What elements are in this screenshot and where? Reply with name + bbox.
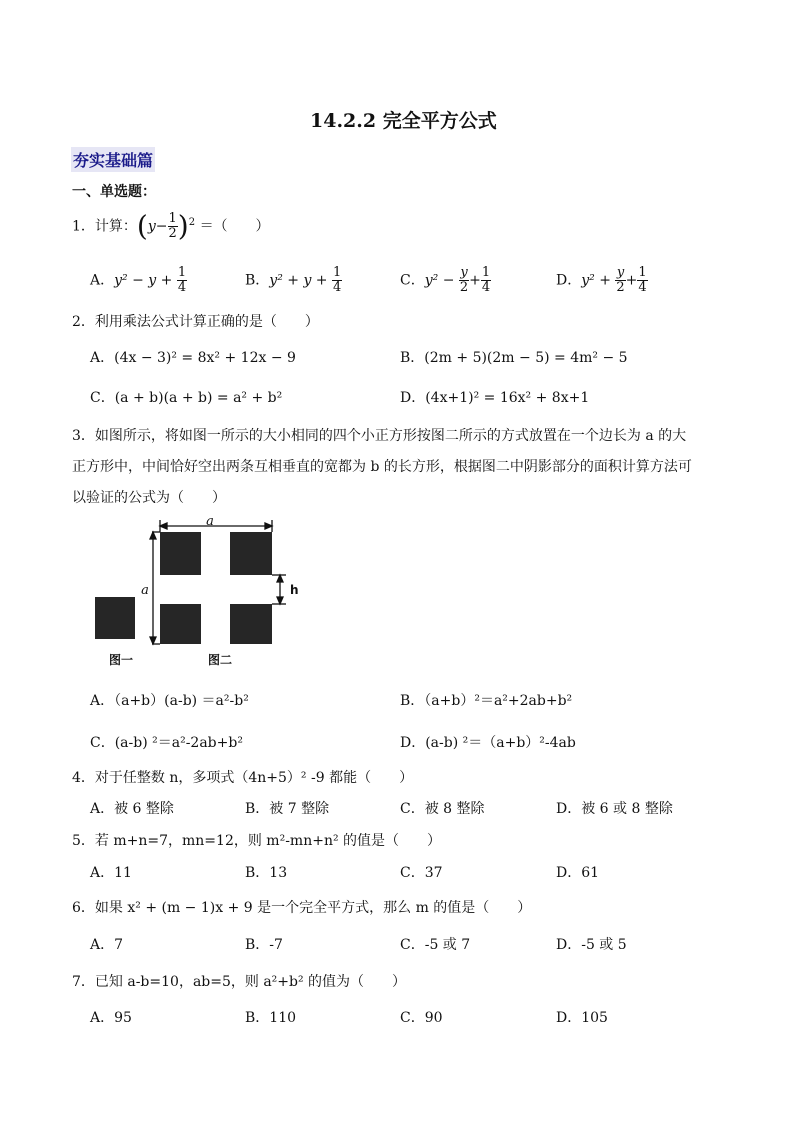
- question-type-heading: 一、单选题：: [72, 184, 156, 200]
- q7-option-b[interactable]: B．110: [245, 1010, 297, 1026]
- frac-num: y: [460, 265, 468, 280]
- option-expr: y² +: [581, 272, 611, 289]
- q1-tail: ＝（ ）: [199, 218, 270, 235]
- q1-fraction: [168, 212, 178, 241]
- frac-den: 4: [638, 280, 647, 295]
- q7-option-d[interactable]: D．105: [556, 1010, 608, 1026]
- q1-exponent: 2: [188, 216, 196, 228]
- option-fraction: [459, 266, 469, 295]
- option-fraction: [332, 266, 342, 295]
- figure-1-caption: 图一: [108, 653, 134, 667]
- option-fraction: [481, 266, 491, 295]
- q3-option-d[interactable]: D．(a-b) ²＝（a+b）²-4ab: [400, 735, 576, 751]
- page-title: 14.2.2 完全平方公式: [310, 110, 497, 132]
- question-6-stem: 6．如果 x² + (m − 1)x + 9 是一个完全平方式，那么 m 的值是（ ）: [72, 900, 532, 916]
- q4-option-b[interactable]: B．被 7 整除: [245, 801, 330, 817]
- q2-option-c[interactable]: C．(a + b)(a + b) = a² + b²: [90, 390, 283, 406]
- q1-minus: −: [155, 218, 168, 235]
- section-tag: 夯实基础篇: [71, 147, 155, 172]
- question-3-line-2: 正方形中，中间恰好空出两条互相垂直的宽都为 b 的长方形，根据图二中阴影部分的面积计算方法可: [72, 459, 692, 475]
- figure-2-square: [160, 532, 272, 644]
- q4-option-c[interactable]: C．被 8 整除: [400, 801, 485, 817]
- frac-den: 4: [481, 280, 491, 295]
- frac-num: 1: [177, 265, 187, 280]
- option-fraction: [615, 266, 625, 295]
- q1-frac-den: 2: [168, 226, 177, 241]
- question-4-stem: 4．对于任整数 n，多项式（4n+5）² -9 都能（ ）: [72, 770, 414, 786]
- frac-den: 4: [333, 280, 342, 295]
- q7-option-c[interactable]: C．90: [400, 1010, 443, 1026]
- option-expr: y² − y +: [114, 272, 173, 289]
- q6-option-c[interactable]: C．-5 或 7: [400, 937, 471, 953]
- right-label-h: h: [290, 583, 299, 597]
- figure-1-square: [95, 597, 135, 639]
- option-label: A．: [90, 272, 115, 289]
- question-1-stem: 1．计算：(y− $\frac{1}{2}$ )$^2$ ＝（ ）: [72, 209, 270, 243]
- q6-option-a[interactable]: A．7: [90, 937, 124, 953]
- q4-option-d[interactable]: D．被 6 或 8 整除: [556, 801, 673, 817]
- q5-option-c[interactable]: C．37: [400, 865, 443, 881]
- q2-option-a[interactable]: A．(4x − 3)² = 8x² + 12x − 9: [90, 350, 296, 366]
- right-dimension-arrow: [272, 575, 286, 604]
- option-expr: y² + y +: [269, 272, 328, 289]
- frac-den: 4: [177, 280, 187, 295]
- q2-option-b[interactable]: B．(2m + 5)(2m − 5) = 4m² − 5: [400, 350, 628, 366]
- question-2-stem: 2．利用乘法公式计算正确的是（ ）: [72, 314, 319, 330]
- question-1-prefix: 1．计算：: [72, 218, 137, 235]
- q3-figure: [88, 512, 318, 672]
- q1-var: y: [147, 218, 156, 235]
- option-plus: +: [469, 272, 481, 289]
- left-dimension-arrow: [150, 532, 160, 644]
- question-3-line-1: 3．如图所示，将如图一所示的大小相同的四个小正方形按图二所示的方式放置在一个边长为 a 的大: [72, 428, 687, 444]
- q1-option-b[interactable]: [245, 266, 342, 295]
- q1-frac-num: 1: [168, 211, 177, 226]
- question-5-stem: 5．若 m+n=7，mn=12，则 m²-mn+n² 的值是（ ）: [72, 833, 442, 849]
- top-label-a: a: [206, 514, 214, 529]
- q1-option-c[interactable]: [400, 266, 491, 295]
- option-label: B．: [245, 272, 270, 289]
- q1-option-a[interactable]: [90, 266, 187, 295]
- question-3-line-3: 以验证的公式为（ ）: [72, 490, 226, 506]
- option-label: C．: [400, 272, 425, 289]
- q5-option-b[interactable]: B．13: [245, 865, 288, 881]
- q3-option-a[interactable]: A．（a+b）(a-b) ＝a²-b²: [90, 693, 249, 709]
- frac-num: 1: [638, 265, 647, 280]
- frac-num: y: [616, 265, 625, 280]
- q5-option-d[interactable]: D．61: [556, 865, 600, 881]
- q6-option-b[interactable]: B．-7: [245, 937, 283, 953]
- q3-option-b[interactable]: B．（a+b）²＝a²+2ab+b²: [400, 693, 573, 709]
- q6-option-d[interactable]: D．-5 或 5: [556, 937, 627, 953]
- option-fraction: [177, 266, 187, 295]
- frac-num: 1: [481, 265, 491, 280]
- q4-option-a[interactable]: A．被 6 整除: [90, 801, 174, 817]
- frac-num: 1: [333, 265, 342, 280]
- left-label-a: a: [141, 583, 149, 598]
- horizontal-strip: [160, 575, 272, 604]
- top-dimension-arrow: [160, 520, 272, 532]
- q5-option-a[interactable]: A．11: [90, 865, 132, 881]
- option-plus: +: [625, 272, 638, 289]
- option-expr: y² −: [424, 272, 455, 289]
- option-fraction: [637, 266, 647, 295]
- q1-option-d[interactable]: [556, 266, 648, 295]
- question-7-stem: 7．已知 a-b=10，ab=5，则 a²+b² 的值为（ ）: [72, 974, 407, 990]
- frac-den: 2: [459, 280, 469, 295]
- option-label: D．: [556, 272, 582, 289]
- frac-den: 2: [616, 280, 625, 295]
- q3-option-c[interactable]: C．(a-b) ²＝a²-2ab+b²: [90, 735, 243, 751]
- figure-2-caption: 图二: [207, 653, 233, 667]
- q2-option-d[interactable]: D．(4x+1)² = 16x² + 8x+1: [400, 390, 590, 406]
- q7-option-a[interactable]: A．95: [90, 1010, 132, 1026]
